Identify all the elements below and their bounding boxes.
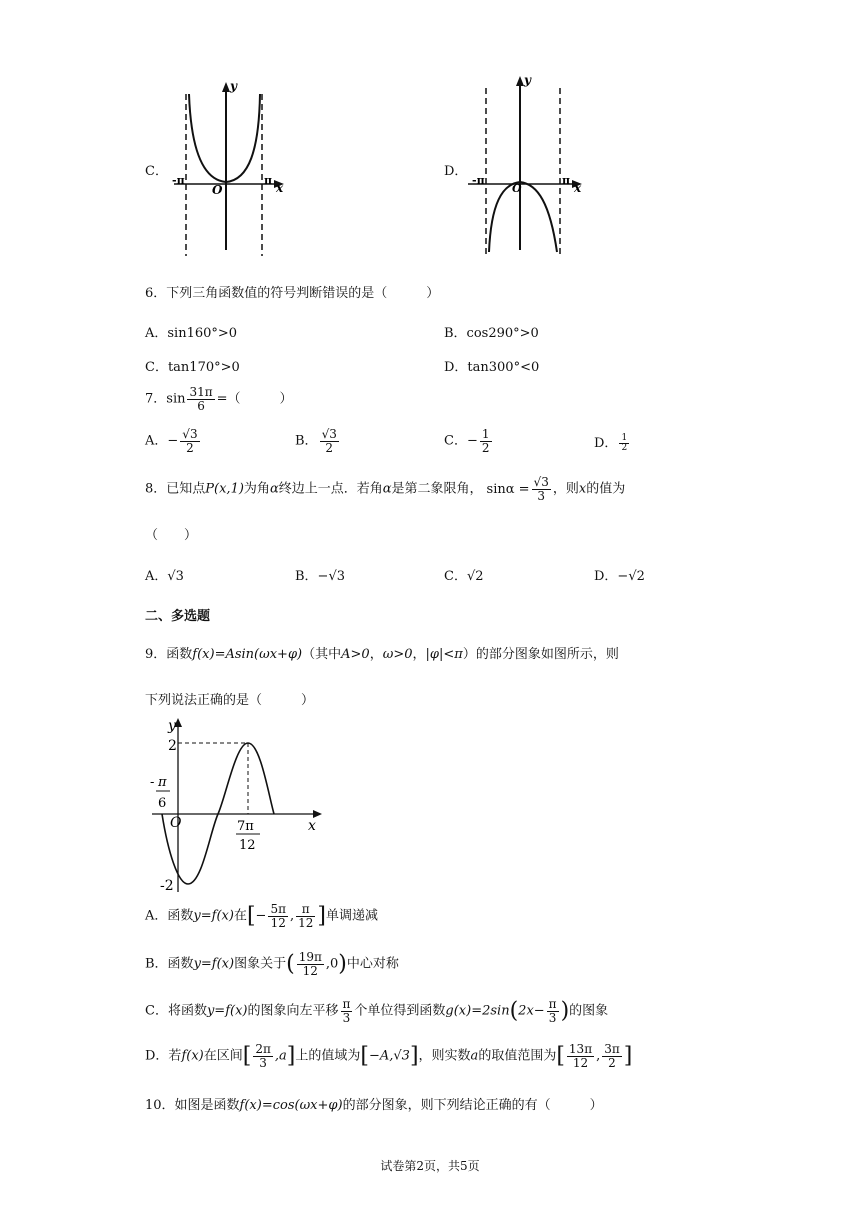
graph-option-d — [462, 74, 586, 260]
q9-graph-min: -2 — [160, 878, 174, 894]
q8-option-d: D．−√2 — [594, 569, 645, 584]
q8-option-a: A．√3 — [145, 569, 184, 584]
q6-option-b: B．cos290°>0 — [444, 326, 539, 341]
q8-stem: 8．已知点P(x,1)为角α终边上一点．若角α是第二象限角， sinα = $\frac{√3}{3}$ ，则x的值为 — [145, 475, 626, 503]
q9-graph-twelve: 12 — [239, 838, 256, 853]
graph-c-y-label: y — [230, 80, 237, 93]
q8-option-c: C．√2 — [444, 569, 484, 584]
q9-graph-7pi: 7π — [237, 819, 254, 834]
q9-option-d: D．若f(x)在区间[ $\frac{2\pi}{3}$ ,a]上的值域为[−A,√3]，则实数a的取值范围为[ $\frac{13\pi}{12}$ , $\frac{3\pi}{2}$ ] — [145, 1042, 633, 1070]
q6-option-a: A．sin160°>0 — [145, 326, 238, 341]
graph-d-x-label: x — [574, 181, 582, 195]
q9-graph-max: 2 — [168, 738, 177, 754]
graph-c-x-label: x — [276, 181, 284, 195]
q7-option-a: A．− $\frac{√3}{2}$ — [145, 427, 198, 455]
graph-d-origin: O — [512, 182, 522, 195]
q9-option-c: C．将函数y=f(x)的图象向左平移 $\frac{\pi}{3}$ 个单位得到函数g(x)=2sin(2x− $\frac{\pi}{3}$ )的图象 — [145, 997, 609, 1025]
q9-graph-x-label: x — [308, 818, 316, 834]
q9-graph-y-label: y — [168, 718, 176, 734]
q7-stem: 7．sin $\frac{31\pi}{6}$ =（ ） — [145, 385, 293, 413]
graph-d-neg-pi: -π — [472, 174, 485, 187]
q10-stem: 10．如图是函数f(x)=cos(ωx+φ)的部分图象，则下列结论正确的有（ ） — [145, 1098, 603, 1113]
q9-option-a: A．函数y=f(x)在[− $\frac{5\pi}{12}$ , $\frac{\pi}{12}$ ]单调递减 — [145, 902, 378, 930]
q9-stem-line1: 9．函数f(x)=Asin(ωx+φ)（其中A>0，ω>0，|φ|<π）的部分图象如图所示，则 — [145, 647, 619, 662]
q6-stem: 6．下列三角函数值的符号判断错误的是（ ） — [145, 286, 440, 301]
q8-bracket: （ ） — [145, 528, 198, 543]
option-d-label: D． — [444, 164, 468, 179]
graph-c-pi: π — [264, 174, 273, 187]
q9-graph-neg-pi: π — [158, 775, 167, 790]
graph-option-c — [168, 80, 288, 260]
q9-graph-neg-sign: - — [150, 775, 155, 790]
q7-option-d: D． $\frac{1}{2}$ — [594, 432, 628, 453]
q9-graph-six: 6 — [158, 796, 167, 811]
graph-c-neg-pi: -π — [172, 174, 185, 187]
q6-option-c: C．tan170°>0 — [145, 360, 240, 375]
q9-sine-graph — [140, 712, 330, 902]
q7-option-c: C．− $\frac{1}{2}$ — [444, 427, 490, 455]
graph-d-y-label: y — [524, 74, 531, 87]
graph-d-pi: π — [562, 174, 571, 187]
q8-option-b: B．−√3 — [295, 569, 346, 584]
option-c-label: C． — [145, 164, 168, 179]
q6-option-d: D．tan300°<0 — [444, 360, 540, 375]
q9-stem-line2: 下列说法正确的是（ ） — [145, 693, 315, 708]
graph-c-origin: O — [212, 183, 223, 197]
q9-option-b: B．函数y=f(x)图象关于( $\frac{19\pi}{12}$ ,0)中心对称 — [145, 950, 399, 978]
q9-graph-origin: O — [170, 815, 182, 831]
q7-option-b: B． $\frac{√3}{2}$ — [295, 427, 337, 455]
page-footer: 试卷第2页，共5页 — [380, 1159, 480, 1173]
section-heading-multi-choice: 二、多选题 — [145, 609, 211, 624]
